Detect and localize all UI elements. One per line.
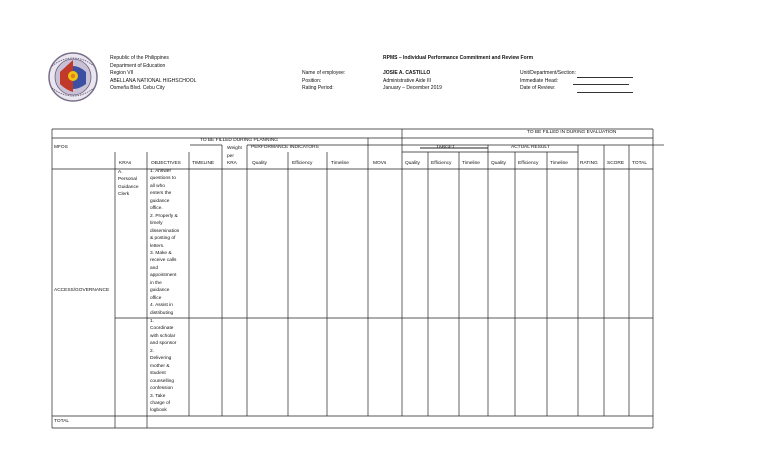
weight-line: per [227, 153, 234, 159]
planning-header: TO BE FILLED DURING PLANNING [200, 138, 279, 143]
kra-line: Guidance [118, 184, 139, 190]
kra-line: Personal [118, 177, 137, 183]
objective-line: all who [150, 183, 165, 189]
col-objectives: OBJECTIVES [151, 161, 181, 166]
employee-name: JOSIE A. CASTILLO [383, 70, 431, 76]
objective-line: 1. [150, 319, 155, 324]
objective-line: appointment [150, 273, 177, 279]
unit-label: Unit/Department/Section: [520, 70, 576, 76]
col-kras: KRAs [119, 161, 132, 166]
rating-period: January – December 2019 [383, 85, 442, 91]
objective-line: dissemination [150, 228, 180, 234]
target-header: TARGET [436, 145, 456, 150]
col-timeline: TIMELINE [192, 161, 215, 166]
objective-line: enters the [150, 191, 172, 197]
evaluation-header: TO BE FILLED IN DURING EVALUATION [527, 129, 617, 135]
objective-line: Delivering [150, 356, 172, 362]
col-target-quality: Quality [405, 161, 420, 166]
objective-line: student [150, 371, 166, 377]
objective-line: & posting of [150, 236, 176, 242]
actual-result-header: ACTUAL RESULT [511, 145, 550, 150]
objective-line: office [150, 295, 162, 301]
deped-seal-logo [46, 52, 100, 102]
objective-line: in the [150, 280, 162, 286]
employee-label: Rating Period: [302, 85, 334, 91]
objective-line: Coordinate [150, 326, 174, 332]
mfos-header: MFOS [54, 145, 68, 150]
agency-line: ABELLANA NATIONAL HIGHSCHOOL [110, 77, 197, 84]
col-actual-quality: Quality [491, 161, 506, 166]
employee-label: Name of employee: [302, 70, 346, 76]
objective-line: office. [150, 206, 163, 212]
unit-info [520, 70, 633, 93]
col-target-timeline: Timeline [462, 161, 480, 166]
objective-line: guidance [150, 288, 170, 294]
performance-indicators-header: PERFORMANCE INDICATORS [251, 145, 319, 150]
objective-line: confession [150, 386, 173, 392]
col-pi-timeline: Timeline [331, 161, 349, 166]
date-review-blank [577, 87, 633, 93]
col-target-efficiency: Efficiency [431, 161, 452, 166]
agency-line: Republic of the Philippines [110, 55, 169, 61]
col-rating: RATING [580, 161, 598, 166]
agency-line: Department of Education [110, 62, 166, 69]
total-row-label: TOTAL [54, 419, 70, 424]
objective-line: 4. Assist in [150, 303, 173, 309]
unit-blank [577, 72, 633, 78]
col-pi-quality: Quality [252, 161, 267, 166]
kra-personal-guidance-clerk [118, 169, 139, 199]
objective-line: 2. [150, 348, 155, 354]
col-pi-efficiency: Efficiency [292, 161, 313, 166]
objective-line: 1. Answer [150, 169, 172, 174]
objective-line: guidance [150, 198, 170, 204]
weight-line: KRA [227, 161, 237, 166]
objective-line: distributing [150, 310, 174, 316]
objectives-block-1 [150, 168, 179, 317]
objective-line: timely [150, 221, 163, 227]
weight-per-kra-header [227, 145, 242, 168]
mfo-access-governance: ACCESS/GOVERNANCE [54, 288, 110, 293]
objective-line: questions to [150, 176, 176, 182]
col-movs: MOVs [373, 161, 387, 166]
col-actual-timeline: Timeline [550, 161, 568, 166]
objective-line: with scholar [150, 333, 176, 339]
objective-line: charge of [150, 400, 171, 406]
form-title: RPMS – Individual Performance Commitment and Review Form [383, 55, 534, 61]
objective-line: mother & [150, 363, 170, 369]
immediate-head-label: Immediate Head: [520, 77, 559, 84]
objective-line: logbook [150, 408, 167, 414]
kra-line: Clerk [118, 192, 130, 198]
weight-line: Weight [227, 146, 242, 151]
objective-line: 2. Properly & [150, 213, 178, 219]
objective-line: 3. Take [150, 393, 166, 399]
col-total: TOTAL [632, 161, 648, 166]
employee-labels [302, 70, 345, 93]
employee-values [383, 70, 442, 93]
col-score: SCORE [607, 161, 625, 166]
col-actual-efficiency: Efficiency [518, 161, 539, 166]
employee-label: Position: [302, 77, 322, 84]
objective-line: 3. Make & [150, 250, 172, 256]
agency-line: Region VII [110, 70, 134, 76]
objective-line: receive calls [150, 258, 177, 264]
objective-line: counselling [150, 378, 175, 384]
kra-line: A. [118, 170, 123, 175]
agency-header [110, 55, 196, 93]
employee-position: Administrative Aide III [383, 77, 432, 84]
objectives-block-2 [150, 318, 176, 415]
objective-line: letters. [150, 243, 165, 249]
objective-line: and sponsor [150, 341, 177, 347]
date-review-label: Date of Review: [520, 85, 556, 91]
agency-line: Osmeña Blvd. Cebu City [110, 85, 165, 91]
objective-line: and [150, 265, 159, 271]
